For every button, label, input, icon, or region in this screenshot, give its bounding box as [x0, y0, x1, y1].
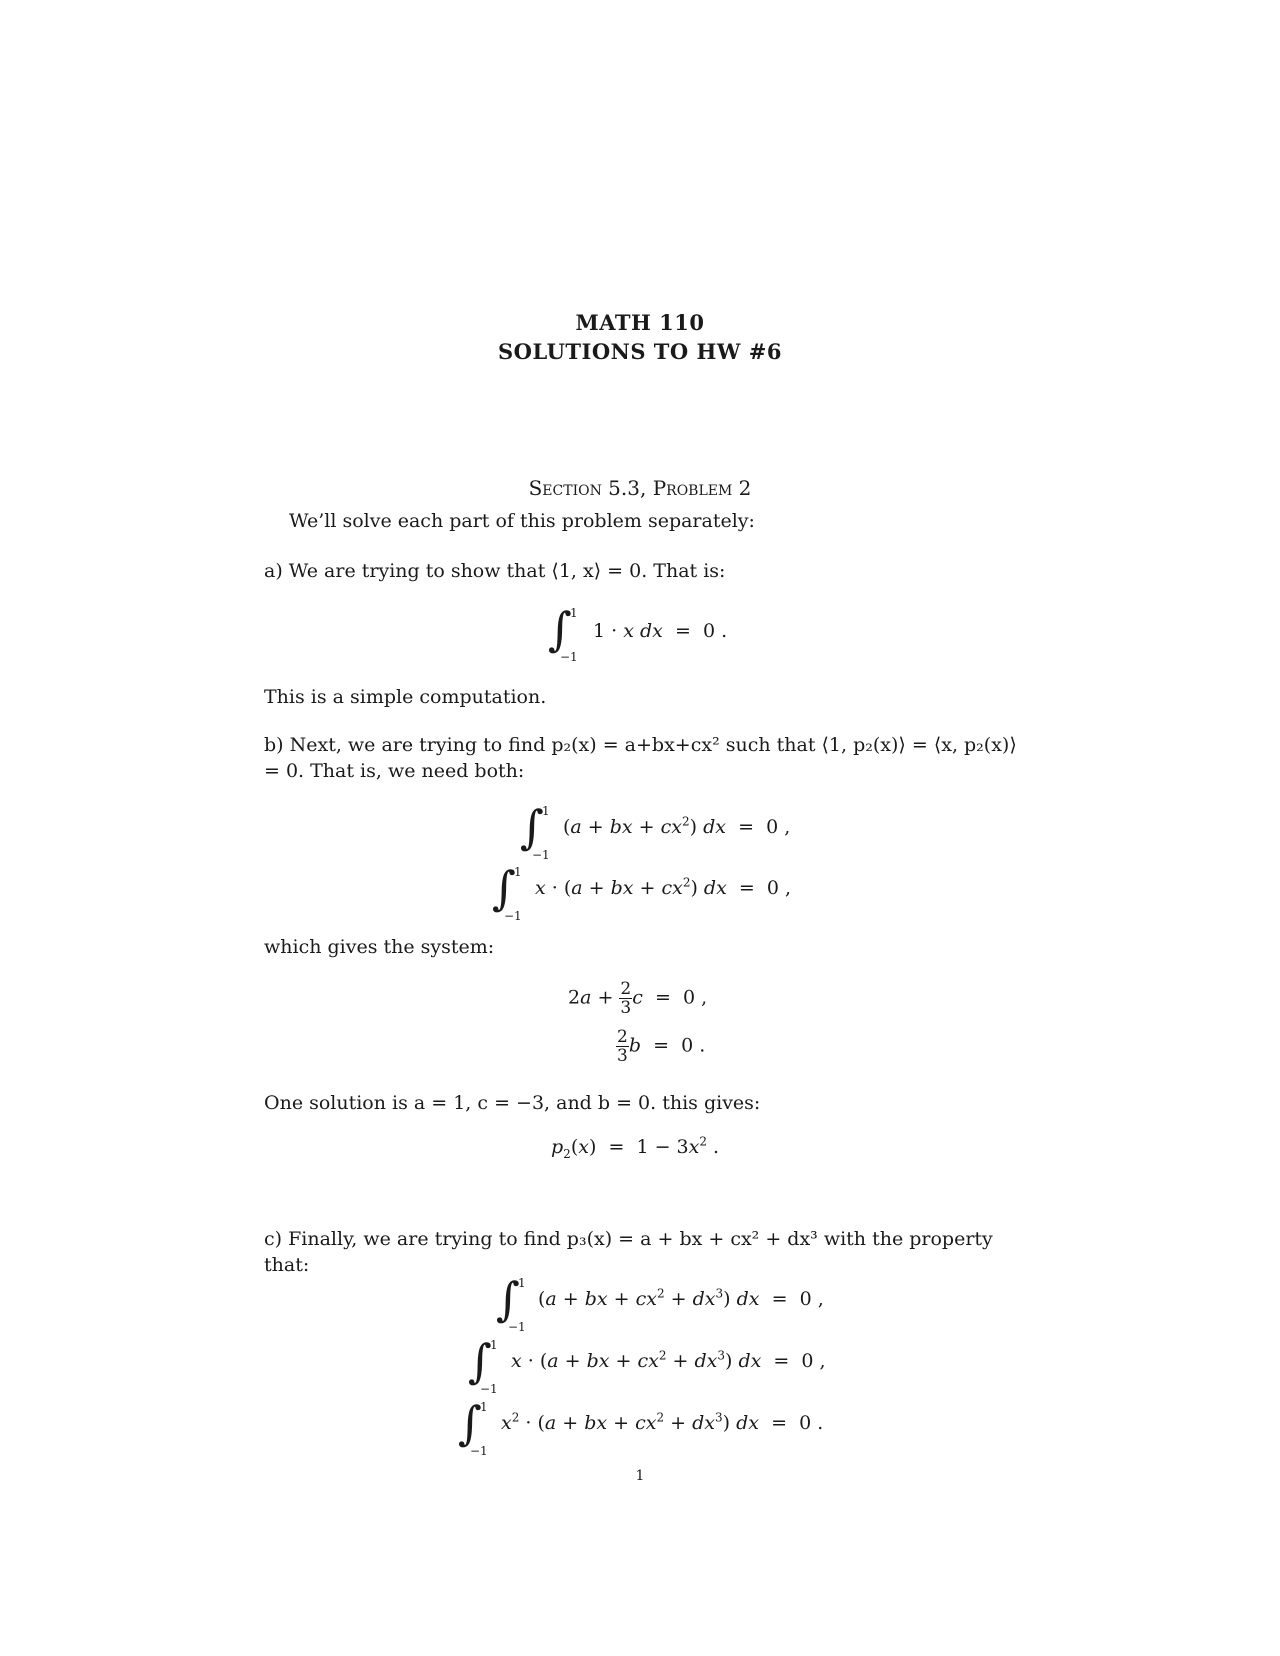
integrand: x · (a + bx + $cx^2$) dx = 0 ,	[535, 875, 792, 899]
solution-lead: One solution is a = 1, c = −3, and b = 0. this gives:	[264, 1092, 761, 1114]
p2-result: $p_2(x) = 1 - 3x^2$ .	[551, 1134, 720, 1161]
part-a-conclusion: This is a simple computation.	[264, 686, 547, 708]
course-title: MATH 110	[575, 310, 705, 335]
upper-limit: 1	[570, 606, 578, 620]
upper-limit: 1	[542, 804, 550, 818]
section-label: Section 5.3, Problem 2	[528, 476, 752, 500]
system-lead: which gives the system:	[264, 936, 495, 958]
lower-limit: −1	[532, 848, 550, 862]
integrand: (a + bx + $cx^2$) dx = 0 ,	[563, 814, 791, 838]
lower-limit: −1	[508, 1320, 526, 1334]
system-eq1-text: 2a + $\frac{2}{3}$ c = 0 ,	[568, 979, 708, 1018]
system-eq2-text: $\frac{2}{3}$ b = 0 .	[617, 1027, 706, 1066]
upper-limit: 1	[480, 1400, 488, 1414]
integrand: x · (a + bx + $cx^2 + dx^3$) dx = 0 ,	[511, 1348, 826, 1372]
upper-limit: 1	[490, 1338, 498, 1352]
part-c-lead: c) Finally, we are trying to find p₃(x) = a + bx + cx² + dx³ with the property that:	[264, 1228, 993, 1276]
integral-sign: ∫	[492, 861, 516, 915]
integral-sign: ∫	[468, 1334, 492, 1388]
integral-sign: ∫	[458, 1396, 482, 1450]
upper-limit: 1	[514, 865, 522, 879]
document-title: SOLUTIONS TO HW #6	[498, 339, 782, 364]
integral-sign: ∫	[496, 1272, 520, 1326]
section-heading	[0, 476, 1280, 500]
integral-sign: ∫	[520, 800, 544, 854]
lower-limit: −1	[480, 1382, 498, 1396]
part-b-lead: b) Next, we are trying to find p₂(x) = a+bx+cx² such that ⟨1, p₂(x)⟩ = ⟨x, p₂(x)⟩ = 0. That is, we need both:	[264, 734, 1017, 782]
intro-paragraph: We’ll solve each part of this problem separately:	[289, 510, 755, 532]
page-number: 1	[635, 1468, 645, 1484]
integrand: 1 · x dx = 0 .	[593, 620, 728, 642]
lower-limit: −1	[470, 1444, 488, 1458]
lower-limit: −1	[560, 650, 578, 664]
upper-limit: 1	[518, 1276, 526, 1290]
integrand: (a + bx + $cx^2 + dx^3$) dx = 0 ,	[538, 1286, 824, 1310]
lower-limit: −1	[504, 909, 522, 923]
integral-sign: ∫	[548, 602, 572, 656]
part-a-lead: a) We are trying to show that ⟨1, x⟩ = 0. That is:	[264, 560, 726, 582]
integrand: $x^2 \cdot (a$ + bx + $cx^2 + dx^3$) dx = 0 .	[501, 1410, 824, 1434]
